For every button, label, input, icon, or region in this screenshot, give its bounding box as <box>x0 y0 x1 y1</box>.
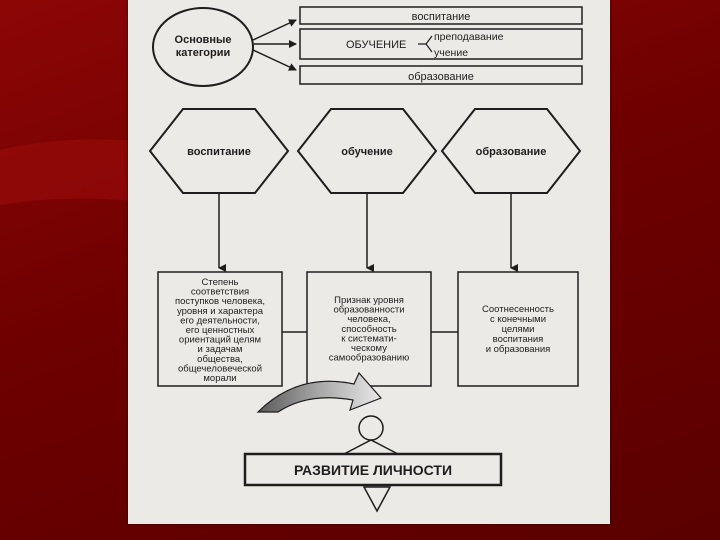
obuchenie-branch-lines <box>418 36 432 52</box>
description-line: соответствия <box>190 286 250 298</box>
description-line: с конечными <box>489 314 547 325</box>
description-line: общечеловеческой <box>178 363 262 375</box>
description-line: и образования <box>485 344 551 355</box>
description-line: поступков человека, <box>174 296 266 308</box>
description-line: уровня и характера <box>176 305 264 317</box>
main-category-label-1: Основные <box>174 34 232 46</box>
small-circle <box>359 416 383 440</box>
scanned-page <box>128 0 610 524</box>
obuchenie-sub-2: учение <box>434 47 469 59</box>
description-line: Степень <box>201 277 239 288</box>
arrow-to-obrazovanie <box>253 50 296 70</box>
description-line: общества, <box>197 353 243 365</box>
arrow-to-vospitanie <box>253 20 296 40</box>
description-line: человека, <box>347 314 391 326</box>
description-text-obrazovanie <box>482 304 554 355</box>
top-box-obuchenie-label: ОБУЧЕНИЕ <box>346 39 407 51</box>
triangle-bottom <box>364 487 390 511</box>
description-line: самообразованию <box>328 352 410 364</box>
description-line: Соотнесенность <box>482 304 554 315</box>
hexagon-obrazovanie-label: образование <box>475 146 547 158</box>
obuchenie-sub-1: преподавание <box>434 31 504 43</box>
description-line: воспитания <box>492 334 544 345</box>
main-category-label-2: категории <box>175 47 231 59</box>
description-line: способность <box>341 323 397 335</box>
hexagon-obuchenie-label: обучение <box>341 146 393 158</box>
top-box-vospitanie-label: воспитание <box>411 11 471 23</box>
description-line: Признак уровня <box>334 295 404 306</box>
description-line: ориентаций целям <box>178 334 262 346</box>
description-text-obuchenie <box>329 295 409 364</box>
result-label: РАЗВИТИЕ ЛИЧНОСТИ <box>293 462 453 478</box>
curved-arrow <box>258 373 381 412</box>
description-line: образованности <box>333 304 405 316</box>
description-line: его деятельности, <box>180 315 260 327</box>
description-line: ческому <box>351 343 387 354</box>
triangle-top <box>344 440 398 454</box>
top-box-obrazovanie-label: образование <box>408 71 474 83</box>
description-line: его ценностных <box>185 325 255 336</box>
description-line: к системати- <box>341 333 397 345</box>
description-line: целями <box>501 324 535 335</box>
description-line: и задачам <box>197 344 243 356</box>
description-text-vospitanie <box>175 277 265 384</box>
diagram <box>128 0 610 524</box>
hexagon-vospitanie-label: воспитание <box>187 146 251 158</box>
description-line: морали <box>203 373 237 384</box>
